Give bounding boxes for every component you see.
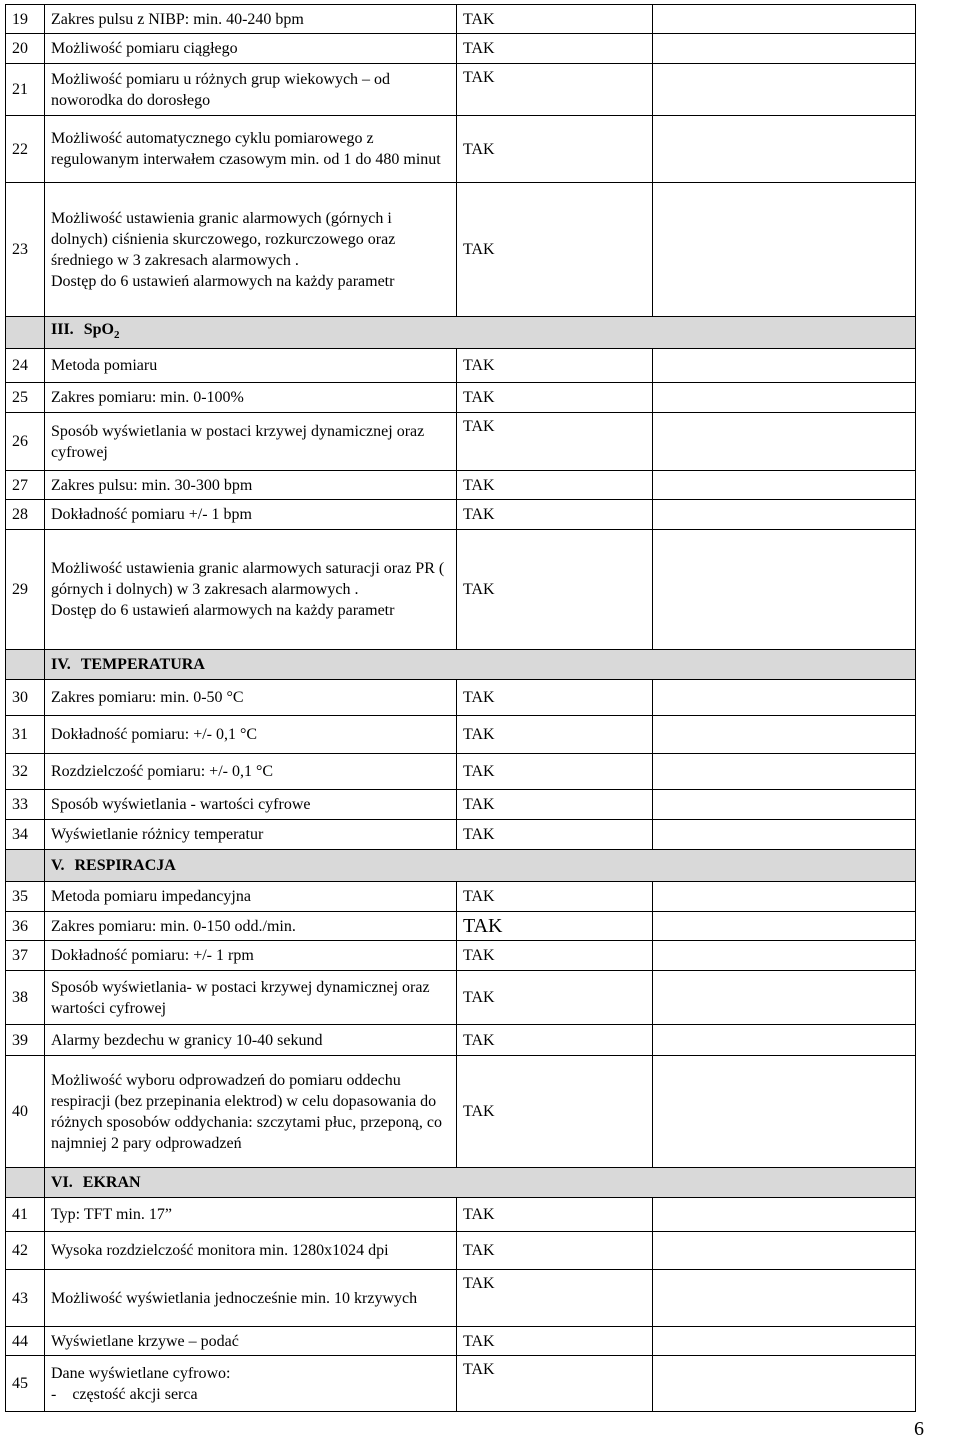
row-number: 33	[6, 790, 45, 820]
row-description: Wyświetlanie różnicy temperatur	[45, 820, 457, 850]
table-row	[6, 1198, 916, 1232]
row-number: 20	[6, 34, 45, 64]
row-extra	[653, 471, 916, 500]
row-number: 22	[6, 116, 45, 183]
section-header-row	[6, 317, 916, 349]
page-number: 6	[914, 1418, 924, 1440]
row-extra	[653, 1270, 916, 1327]
row-extra	[653, 5, 916, 34]
row-description: Możliwość pomiaru u różnych grup wiekowych – od noworodka do dorosłego	[45, 64, 457, 116]
row-number: 27	[6, 471, 45, 500]
section-number-cell	[6, 850, 45, 882]
row-value: TAK	[457, 383, 653, 413]
row-value: TAK	[457, 912, 653, 941]
table-row	[6, 680, 916, 716]
row-number: 24	[6, 349, 45, 383]
row-value: TAK	[457, 413, 653, 471]
row-value: TAK	[457, 941, 653, 971]
row-extra	[653, 716, 916, 754]
table-row	[6, 383, 916, 413]
row-description-line: Dostęp do 6 ustawień alarmowych na każdy parametr	[51, 272, 395, 290]
row-extra	[653, 971, 916, 1025]
table-row	[6, 1356, 916, 1412]
row-description: Sposób wyświetlania- w postaci krzywej dynamicznej oraz wartości cyfrowej	[45, 971, 457, 1025]
row-number: 36	[6, 912, 45, 941]
row-description: Zakres pomiaru: min. 0-50 °C	[45, 680, 457, 716]
row-value: TAK	[457, 1056, 653, 1168]
table-row	[6, 413, 916, 471]
row-extra	[653, 1232, 916, 1270]
section-header-row	[6, 650, 916, 680]
row-number: 34	[6, 820, 45, 850]
row-description: Dokładność pomiaru +/- 1 bpm	[45, 500, 457, 530]
row-value: TAK	[457, 790, 653, 820]
row-description-line: Możliwość ustawienia granic alarmowych saturacji oraz PR ( górnych i dolnych) w 3 zakresach alarmowych .	[51, 560, 445, 598]
row-description: Sposób wyświetlania w postaci krzywej dynamicznej oraz cyfrowej	[45, 413, 457, 471]
row-value: TAK	[457, 116, 653, 183]
section-heading-screen: VI. EKRAN	[45, 1168, 916, 1198]
row-description: Zakres pulsu z NIBP: min. 40-240 bpm	[45, 5, 457, 34]
table-row	[6, 820, 916, 850]
row-value: TAK	[457, 680, 653, 716]
table-row	[6, 1327, 916, 1356]
row-extra	[653, 1198, 916, 1232]
row-description: Zakres pomiaru: min. 0-150 odd./min.	[45, 912, 457, 941]
row-number: 19	[6, 5, 45, 34]
section-heading-spo2: III. SpO$_2$	[45, 317, 916, 349]
spec-table	[5, 4, 916, 1412]
row-value: TAK	[457, 349, 653, 383]
table-row	[6, 1232, 916, 1270]
row-value: TAK	[457, 1232, 653, 1270]
row-number: 38	[6, 971, 45, 1025]
row-extra	[653, 530, 916, 650]
row-extra	[653, 820, 916, 850]
row-extra	[653, 1327, 916, 1356]
table-row	[6, 971, 916, 1025]
section-header-row	[6, 1168, 916, 1198]
row-number: 40	[6, 1056, 45, 1168]
row-extra	[653, 500, 916, 530]
row-number: 35	[6, 882, 45, 912]
row-value: TAK	[457, 1025, 653, 1056]
row-description-line: Możliwość ustawienia granic alarmowych (górnych i dolnych) ciśnienia skurczowego, rozkurczowego oraz średniego w 3 zakresach alarmowych .	[51, 209, 396, 269]
section-heading-temperature: IV. TEMPERATURA	[45, 650, 916, 680]
table-row	[6, 530, 916, 650]
row-description: Możliwość automatycznego cyklu pomiarowego z regulowanym interwałem czasowym min. od 1 do 480 minut	[45, 116, 457, 183]
row-description: Metoda pomiaru	[45, 349, 457, 383]
row-description: Typ: TFT min. 17”	[45, 1198, 457, 1232]
table-row	[6, 5, 916, 34]
row-number: 29	[6, 530, 45, 650]
row-value: TAK	[457, 530, 653, 650]
row-extra	[653, 790, 916, 820]
table-row	[6, 716, 916, 754]
row-extra	[653, 116, 916, 183]
row-number: 42	[6, 1232, 45, 1270]
row-value: TAK	[457, 471, 653, 500]
table-row	[6, 183, 916, 317]
row-extra	[653, 1356, 916, 1412]
table-row	[6, 790, 916, 820]
row-extra	[653, 1056, 916, 1168]
table-row	[6, 64, 916, 116]
row-number: 31	[6, 716, 45, 754]
table-row	[6, 116, 916, 183]
row-value: TAK	[457, 183, 653, 317]
row-extra	[653, 383, 916, 413]
row-number: 26	[6, 413, 45, 471]
row-description-line: Dane wyświetlane cyfrowo:	[51, 1364, 231, 1382]
row-description	[45, 530, 457, 650]
row-number: 43	[6, 1270, 45, 1327]
row-number: 44	[6, 1327, 45, 1356]
row-value: TAK	[457, 500, 653, 530]
table-row	[6, 882, 916, 912]
row-extra	[653, 34, 916, 64]
row-description: Wyświetlane krzywe – podać	[45, 1327, 457, 1356]
row-extra	[653, 941, 916, 971]
table-row	[6, 912, 916, 941]
row-description: Zakres pomiaru: min. 0-100%	[45, 383, 457, 413]
row-value: TAK	[457, 1327, 653, 1356]
row-number: 32	[6, 754, 45, 790]
row-extra	[653, 413, 916, 471]
row-value: TAK	[457, 1270, 653, 1327]
row-number: 45	[6, 1356, 45, 1412]
table-row	[6, 1025, 916, 1056]
row-number: 23	[6, 183, 45, 317]
row-description-line: - częstość akcji serca	[51, 1385, 198, 1403]
row-value: TAK	[457, 34, 653, 64]
row-description: Rozdzielczość pomiaru: +/- 0,1 °C	[45, 754, 457, 790]
section-heading-respiration: V. RESPIRACJA	[45, 850, 916, 882]
row-number: 25	[6, 383, 45, 413]
row-number: 39	[6, 1025, 45, 1056]
table-row	[6, 500, 916, 530]
row-value: TAK	[457, 1198, 653, 1232]
table-row	[6, 1056, 916, 1168]
row-description: Zakres pulsu: min. 30-300 bpm	[45, 471, 457, 500]
table-row	[6, 471, 916, 500]
row-description	[45, 1356, 457, 1412]
row-description: Możliwość wyświetlania jednocześnie min. 10 krzywych	[45, 1270, 457, 1327]
row-description: Dokładność pomiaru: +/- 1 rpm	[45, 941, 457, 971]
row-number: 41	[6, 1198, 45, 1232]
row-value: TAK	[457, 971, 653, 1025]
row-number: 21	[6, 64, 45, 116]
row-description	[45, 183, 457, 317]
row-description: Alarmy bezdechu w granicy 10-40 sekund	[45, 1025, 457, 1056]
table-row	[6, 1270, 916, 1327]
row-extra	[653, 349, 916, 383]
section-number-cell	[6, 650, 45, 680]
row-extra	[653, 64, 916, 116]
row-extra	[653, 882, 916, 912]
row-description: Metoda pomiaru impedancyjna	[45, 882, 457, 912]
row-value: TAK	[457, 1356, 653, 1412]
row-value: TAK	[457, 754, 653, 790]
section-number-cell	[6, 317, 45, 349]
row-extra	[653, 680, 916, 716]
table-row	[6, 34, 916, 64]
row-value: TAK	[457, 64, 653, 116]
table-row	[6, 754, 916, 790]
table-row	[6, 941, 916, 971]
row-description: Dokładność pomiaru: +/- 0,1 °C	[45, 716, 457, 754]
row-number: 30	[6, 680, 45, 716]
row-description: Możliwość pomiaru ciągłego	[45, 34, 457, 64]
row-description-line: Dostęp do 6 ustawień alarmowych na każdy parametr	[51, 602, 395, 619]
row-value: TAK	[457, 5, 653, 34]
row-extra	[653, 754, 916, 790]
section-number-cell	[6, 1168, 45, 1198]
row-value: TAK	[457, 716, 653, 754]
row-number: 37	[6, 941, 45, 971]
row-description: Sposób wyświetlania - wartości cyfrowe	[45, 790, 457, 820]
row-description: Możliwość wyboru odprowadzeń do pomiaru oddechu respiracji (bez przepinania elektrod) w celu dopasowania do różnych sposobów oddychania: szczytami płuc, przeponą, co najmniej 2 pary odprowadzeń	[45, 1056, 457, 1168]
row-description: Wysoka rozdzielczość monitora min. 1280x1024 dpi	[45, 1232, 457, 1270]
row-number: 28	[6, 500, 45, 530]
section-header-row	[6, 850, 916, 882]
row-value: TAK	[457, 820, 653, 850]
table-row	[6, 349, 916, 383]
row-extra	[653, 912, 916, 941]
row-value: TAK	[457, 882, 653, 912]
row-extra	[653, 183, 916, 317]
row-extra	[653, 1025, 916, 1056]
